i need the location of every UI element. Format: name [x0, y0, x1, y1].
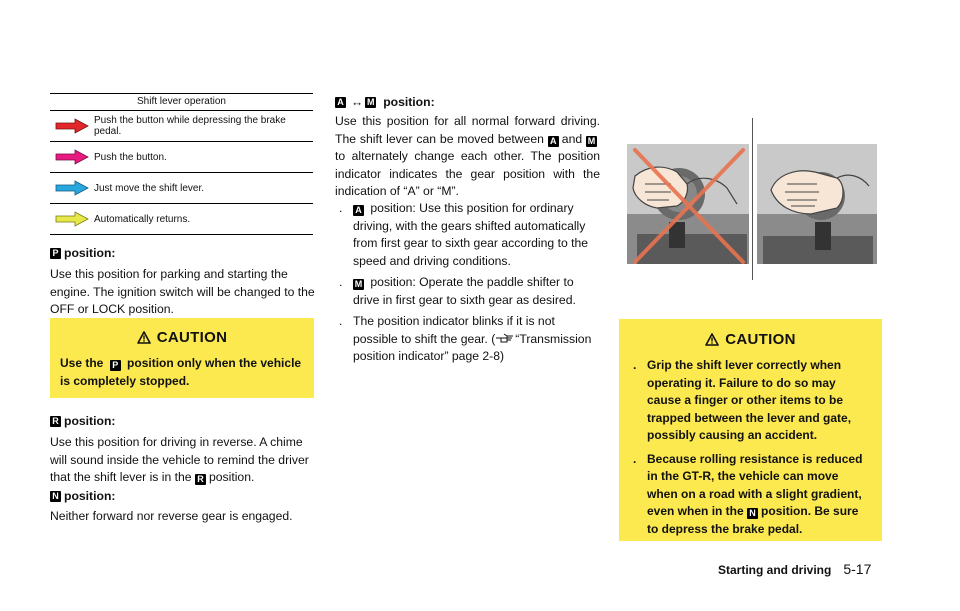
caution-text — [60, 355, 304, 390]
n-key-icon: N — [747, 508, 758, 519]
bullet-mark: . — [339, 275, 343, 289]
a-m-position-description — [335, 113, 600, 201]
incorrect-grip-illustration — [627, 144, 749, 264]
m-key-icon: M — [366, 96, 375, 107]
caution-text-part: position only when the vehicle is completely stopped. — [60, 356, 302, 388]
caution-title — [619, 331, 882, 348]
p-position-heading — [50, 246, 115, 260]
description-part: and — [561, 131, 583, 146]
legend-row — [50, 111, 313, 142]
n-position-heading — [50, 489, 115, 503]
prohibited-cross-icon — [627, 144, 749, 264]
a-key-icon: A — [353, 205, 364, 216]
heading-text: position: — [383, 95, 435, 109]
caution-text-part: Use the — [60, 356, 104, 370]
n-key-icon: N — [50, 491, 61, 502]
p-position-description: Use this position for parking and starting the engine. The ignition switch will be changed to the OFF or LOCK position. — [50, 267, 315, 316]
r-position-description — [50, 434, 316, 487]
m-key-icon: M — [354, 279, 363, 289]
legend-row — [50, 142, 313, 173]
legend-row — [50, 173, 313, 204]
bullet-mark: . — [633, 451, 637, 466]
n-position-description: Neither forward nor reverse gear is engaged. — [50, 509, 293, 523]
a-key-icon: A — [548, 136, 559, 147]
yellow-arrow-icon — [50, 211, 94, 227]
legend-text: Just move the shift lever. — [94, 182, 205, 194]
warning-triangle-icon — [705, 333, 719, 346]
list-item-text: position: Operate the paddle shifter to drive in first gear to sixth gear as desired. — [353, 275, 576, 307]
caution-title-text: CAUTION — [725, 331, 796, 348]
list-item-text: Grip the shift lever correctly when operating it. Failure to do so may cause a finger or other items to be trapped between the lever and gate, possibly causing an accident. — [647, 358, 852, 442]
list-item — [629, 451, 872, 539]
caution-title — [50, 329, 314, 346]
r-key-icon: R — [195, 474, 206, 485]
list-item-text: position. Be sure to depress the brake pedal. — [647, 504, 859, 536]
heading-text: position: — [64, 246, 116, 260]
bullet-mark: . — [339, 201, 343, 215]
description-part: to alternately change each other. The position indicator indicates the gear position with the indication of “A” or “M”. — [335, 149, 600, 198]
hand-on-shift-lever-icon — [757, 144, 877, 264]
caution-box-p — [50, 318, 314, 398]
bullet-mark: . — [633, 358, 637, 372]
warning-triangle-icon — [137, 331, 151, 344]
page-number: 5-17 — [843, 561, 872, 577]
list-item-text: Because rolling resistance is reduced in the GT-R, the vehicle can move when on a road with a slight gradient, even when in the — [647, 451, 863, 518]
list-item — [629, 357, 872, 445]
reference-paren: ( — [491, 331, 496, 346]
r-key-icon: R — [50, 416, 61, 427]
legend-text: Automatically returns. — [94, 213, 191, 225]
pointing-hand-icon — [495, 333, 515, 344]
list-item — [335, 274, 600, 309]
caution-title-text: CAUTION — [156, 329, 228, 346]
bidirectional-arrow: ↔ — [351, 95, 364, 109]
m-key-icon: M — [587, 135, 596, 146]
cross-reference-link[interactable]: “Transmission position indicator” page 2-8) — [353, 331, 592, 363]
legend-row — [50, 204, 313, 234]
description-part: Use this position for driving in reverse. A chime will sound inside the vehicle to remind the driver that the shift lever is in the — [50, 435, 309, 484]
red-arrow-icon — [50, 118, 94, 134]
bullet-mark: . — [339, 314, 343, 328]
legend-text: Push the button. — [94, 151, 167, 163]
a-m-position-heading — [335, 95, 435, 109]
list-item-text: position: Use this position for ordinary driving, with the gears shifted automatically from first gear to sixth gear according to the speed and driving conditions. — [353, 201, 589, 268]
page-footer — [718, 561, 871, 577]
caution-box-grip — [619, 319, 882, 541]
description-part: Use this position for all normal forward driving. The shift lever can be moved between — [335, 114, 600, 146]
legend-title: Shift lever operation — [50, 94, 313, 111]
list-item — [335, 200, 600, 270]
a-m-bullet-list — [335, 200, 600, 366]
magenta-arrow-icon — [50, 149, 94, 165]
correct-grip-illustration — [757, 144, 877, 264]
illustration-divider — [752, 118, 753, 280]
caution-bullet-list — [629, 357, 872, 538]
legend-text: Push the button while depressing the brake pedal. — [94, 115, 286, 137]
p-key-icon: P — [50, 248, 61, 259]
blue-arrow-icon — [50, 180, 94, 196]
a-key-icon: A — [335, 97, 346, 108]
section-name: Starting and driving — [718, 563, 832, 577]
p-key-icon: P — [110, 360, 121, 371]
shift-lever-operation-legend — [50, 93, 313, 235]
description-part: position. — [208, 470, 255, 484]
heading-text: position: — [64, 489, 116, 503]
heading-text: position: — [64, 414, 116, 428]
list-item — [335, 313, 600, 366]
r-position-heading — [50, 414, 115, 428]
list-item-text: The position indicator blinks if it is not possible to shift the gear. — [353, 314, 555, 346]
